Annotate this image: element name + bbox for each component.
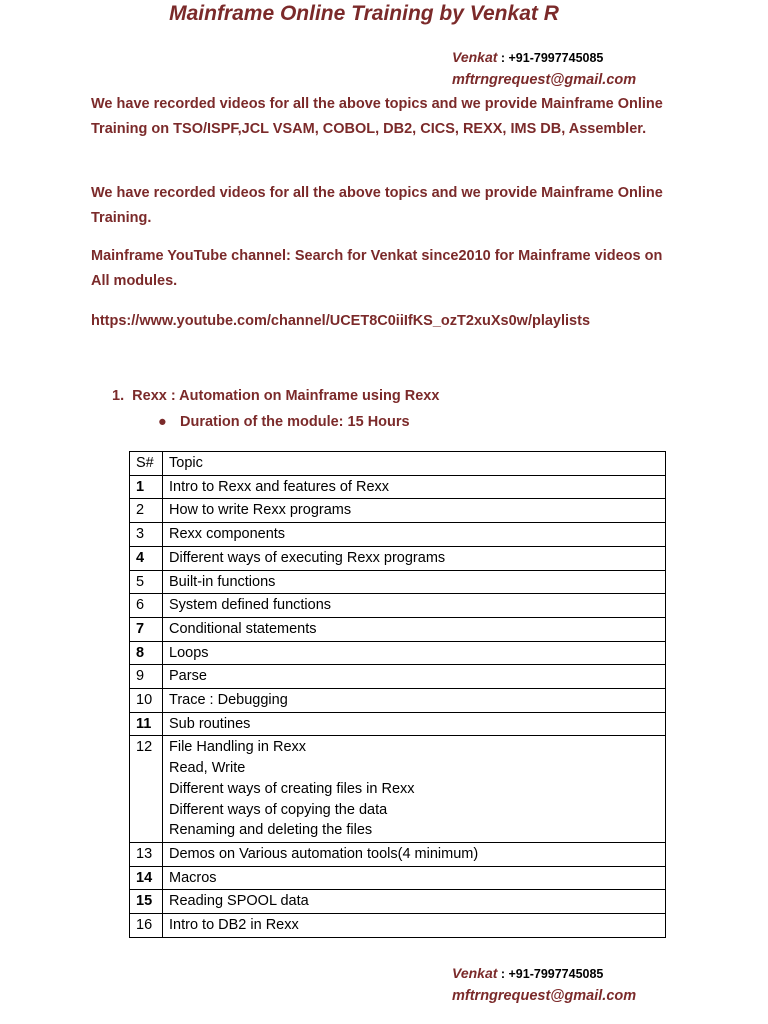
duration-text: Duration of the module: 15 Hours <box>180 414 410 430</box>
table-row <box>130 617 666 641</box>
topic-line: Parse <box>169 668 207 685</box>
table-row <box>130 665 666 689</box>
topic-line: Built-in functions <box>169 573 276 590</box>
row-topic <box>163 546 666 570</box>
bullet-icon: ● <box>158 414 167 430</box>
table-row <box>130 914 666 938</box>
row-number: 13 <box>130 842 163 866</box>
table-row <box>130 842 666 866</box>
topic-line: Intro to Rexx and features of Rexx <box>169 478 390 495</box>
topic-line: How to write Rexx programs <box>169 502 352 519</box>
table-row <box>130 570 666 594</box>
row-topic <box>163 641 666 665</box>
table-row <box>130 594 666 618</box>
topic-line: System defined functions <box>169 597 332 614</box>
table-row <box>130 641 666 665</box>
table-row <box>130 689 666 713</box>
row-topic <box>163 736 666 843</box>
row-topic <box>163 914 666 938</box>
row-number: 16 <box>130 914 163 938</box>
row-topic <box>163 842 666 866</box>
contact-email[interactable]: mftrngrequest@gmail.com <box>452 72 637 88</box>
topic-line: Demos on Various automation tools(4 minimum) <box>169 845 479 862</box>
topic-line: Different ways of creating files in Rexx <box>169 780 415 797</box>
row-topic <box>163 689 666 713</box>
topic-line: Loops <box>169 644 209 661</box>
row-number: 12 <box>130 736 163 843</box>
row-number: 6 <box>130 594 163 618</box>
contact-name: Venkat <box>452 49 498 65</box>
row-topic <box>163 866 666 890</box>
topic-line: Read, Write <box>169 760 246 777</box>
row-topic <box>163 890 666 914</box>
document-title: Mainframe Online Training by Venkat R <box>169 2 559 25</box>
row-number: 4 <box>130 546 163 570</box>
topic-line: Different ways of executing Rexx programs <box>169 549 446 566</box>
topic-line: Intro to DB2 in Rexx <box>169 917 299 934</box>
table-row <box>130 890 666 914</box>
row-number: 15 <box>130 890 163 914</box>
topic-line: Sub routines <box>169 715 251 732</box>
row-number: 3 <box>130 523 163 547</box>
contact-email[interactable]: mftrngrequest@gmail.com <box>452 988 637 1004</box>
table-row <box>130 866 666 890</box>
table-row <box>130 475 666 499</box>
row-topic <box>163 499 666 523</box>
row-number: 7 <box>130 617 163 641</box>
contact-line <box>452 46 636 69</box>
row-number: 1 <box>130 475 163 499</box>
contact-block-bottom <box>452 962 636 1007</box>
contact-separator: : <box>497 967 509 981</box>
row-number: 2 <box>130 499 163 523</box>
duration-bullet <box>158 414 410 430</box>
youtube-url-link[interactable]: https://www.youtube.com/channel/UCET8C0iiIfKS_ozT2xuXs0w/playlists <box>91 313 591 329</box>
topic-line: File Handling in Rexx <box>169 739 307 756</box>
section-title: Rexx : Automation on Mainframe using Rexx <box>132 388 440 404</box>
row-number: 10 <box>130 689 163 713</box>
header-sno: S# <box>130 452 163 476</box>
row-number: 5 <box>130 570 163 594</box>
table-row <box>130 499 666 523</box>
contact-phone: +91-7997745085 <box>508 967 604 981</box>
row-topic <box>163 475 666 499</box>
contact-block-top <box>452 46 636 91</box>
table-row <box>130 736 666 843</box>
row-topic <box>163 594 666 618</box>
contact-line <box>452 962 636 985</box>
table-row <box>130 523 666 547</box>
row-number: 14 <box>130 866 163 890</box>
table-row <box>130 712 666 736</box>
row-topic <box>163 665 666 689</box>
intro-paragraph-1: We have recorded videos for all the above topics and we provide Mainframe Online Training on TSO/ISPF,JCL VSAM, COBOL, DB2, CICS, REXX, IMS DB, Assembler. <box>91 96 663 137</box>
row-number: 11 <box>130 712 163 736</box>
section-number: 1. <box>112 388 125 404</box>
row-topic <box>163 712 666 736</box>
row-topic <box>163 617 666 641</box>
intro-paragraph-2: We have recorded videos for all the above topics and we provide Mainframe Online Training. <box>91 185 663 226</box>
row-topic <box>163 570 666 594</box>
contact-phone: +91-7997745085 <box>508 51 604 65</box>
topics-table <box>129 451 666 938</box>
table-header-row <box>130 452 666 476</box>
topic-line: Macros <box>169 869 217 886</box>
topic-line: Renaming and deleting the files <box>169 822 373 839</box>
topics-table-body <box>130 475 666 937</box>
topic-line: Reading SPOOL data <box>169 893 309 910</box>
header-topic: Topic <box>163 452 666 476</box>
youtube-paragraph: Mainframe YouTube channel: Search for Venkat since2010 for Mainframe videos on All modules. <box>91 248 663 289</box>
row-number: 9 <box>130 665 163 689</box>
contact-name: Venkat <box>452 965 498 981</box>
topic-line: Different ways of copying the data <box>169 801 388 818</box>
contact-separator: : <box>497 51 509 65</box>
topic-line: Trace : Debugging <box>169 692 288 709</box>
row-number: 8 <box>130 641 163 665</box>
topic-line: Conditional statements <box>169 620 317 637</box>
table-row <box>130 546 666 570</box>
section-heading <box>112 388 439 404</box>
topic-line: Rexx components <box>169 526 286 543</box>
row-topic <box>163 523 666 547</box>
